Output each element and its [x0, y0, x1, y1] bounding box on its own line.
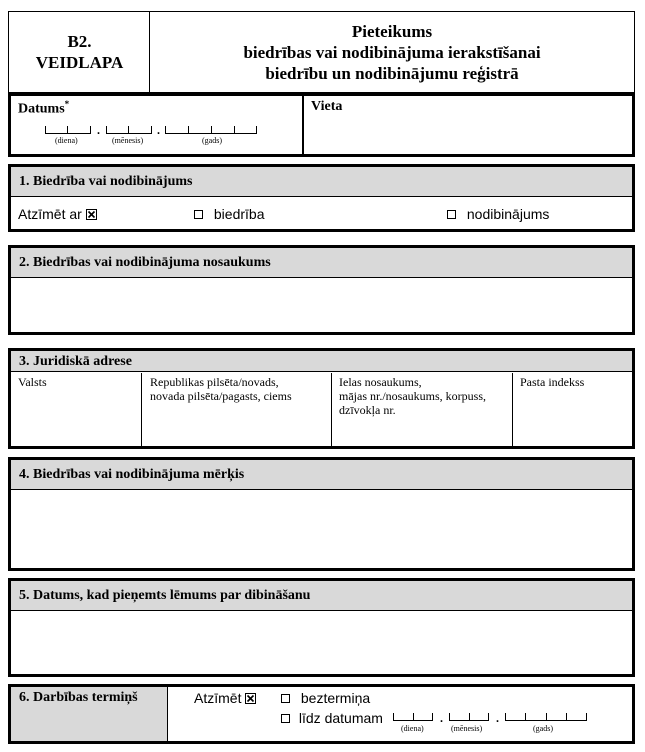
- address-col-street[interactable]: [332, 373, 513, 446]
- checkbox-lidz-datumam[interactable]: [281, 714, 290, 723]
- form-header: [8, 11, 635, 93]
- section-2-title: 2. Biedrības vai nodibinājuma nosaukums: [11, 248, 632, 278]
- option-nodibinajums[interactable]: [447, 206, 549, 222]
- section-6: [8, 684, 635, 744]
- date-entry-day[interactable]: [45, 124, 95, 136]
- section-6-title-cell: [11, 687, 168, 741]
- section-6-title: 6. Darbības termiņš: [19, 690, 138, 705]
- col-city-line1: Republikas pilsēta/novads,: [150, 375, 279, 389]
- date-label-wrap: [18, 99, 69, 118]
- option-beztermina[interactable]: [281, 690, 370, 706]
- purpose-field[interactable]: [11, 491, 632, 568]
- option-lidz-datumam-label: līdz datumam: [298, 710, 383, 726]
- term-day-caption: (diena): [401, 724, 424, 733]
- date-entry-month[interactable]: [106, 124, 156, 136]
- decision-date-field[interactable]: [11, 612, 632, 674]
- term-date-day[interactable]: [393, 711, 437, 723]
- checked-box-icon: [245, 693, 256, 704]
- date-dot-2: .: [157, 123, 160, 137]
- section-3: [8, 348, 635, 449]
- term-month-caption: (mēnesis): [451, 724, 483, 733]
- section-1-mark-label: Atzīmēt ar: [18, 206, 82, 222]
- form-code-cell: [9, 12, 150, 92]
- col-street-line3: dzīvokļa nr.: [339, 403, 396, 417]
- form-title-line3: biedrību un nodibinājumu reģistrā: [265, 64, 519, 83]
- section-6-mark: [194, 690, 256, 706]
- place-label: Vieta: [311, 99, 343, 114]
- section-4: [8, 457, 635, 571]
- date-day-caption: (diena): [55, 136, 78, 145]
- option-lidz-datumam[interactable]: [281, 710, 383, 726]
- date-asterisk: *: [64, 99, 70, 109]
- date-place-box: [8, 93, 635, 157]
- section-1-title: 1. Biedrība vai nodibinājums: [11, 167, 632, 197]
- section-3-title: 3. Juridiskā adrese: [11, 351, 632, 372]
- address-col-postcode[interactable]: [513, 373, 632, 446]
- option-biedriba[interactable]: [194, 206, 264, 222]
- date-label: Datums: [18, 101, 65, 117]
- term-date-month[interactable]: [449, 711, 493, 723]
- term-date-dot-1: .: [440, 711, 443, 725]
- term-date-dot-2: .: [496, 711, 499, 725]
- col-street-line1: Ielas nosaukums,: [339, 375, 422, 389]
- form-title-line1: Pieteikums: [351, 22, 433, 41]
- col-street-line2: mājas nr./nosaukums, korpuss,: [339, 389, 486, 403]
- name-field[interactable]: [11, 279, 632, 332]
- checkbox-biedriba[interactable]: [194, 210, 203, 219]
- section-2: [8, 245, 635, 335]
- place-field[interactable]: [307, 118, 632, 154]
- date-month-caption: (mēnesis): [112, 136, 144, 145]
- section-5-title: 5. Datums, kad pieņemts lēmums par dibināšanu: [11, 581, 632, 611]
- term-year-caption: (gads): [533, 724, 553, 733]
- section-5: [8, 578, 635, 677]
- section-6-mark-label: Atzīmēt: [194, 690, 242, 706]
- form-code-line1: B2.: [67, 32, 92, 51]
- checked-box-icon: [86, 209, 97, 220]
- section-4-title: 4. Biedrības vai nodibinājuma mērķis: [11, 460, 632, 490]
- col-city-line2: novada pilsēta/pagasts, ciems: [150, 389, 292, 403]
- col-country-label: Valsts: [18, 375, 47, 389]
- col-postcode-label: Pasta indekss: [520, 375, 585, 389]
- form-title-line2: biedrības vai nodibinājuma ierakstīšanai: [243, 43, 541, 62]
- option-nodibinajums-label: nodibinājums: [466, 206, 550, 222]
- section-1-mark: [18, 206, 97, 222]
- checkbox-beztermina[interactable]: [281, 694, 290, 703]
- term-date-year[interactable]: [505, 711, 591, 723]
- date-dot-1: .: [97, 123, 100, 137]
- form-code-line2: VEIDLAPA: [35, 53, 124, 72]
- address-col-city[interactable]: [142, 373, 332, 446]
- option-biedriba-label: biedrība: [213, 206, 265, 222]
- date-entry-year[interactable]: [165, 124, 261, 136]
- section-1: [8, 164, 635, 232]
- checkbox-nodibinajums[interactable]: [447, 210, 456, 219]
- date-cell[interactable]: [11, 96, 304, 154]
- option-beztermina-label: beztermiņa: [300, 690, 371, 706]
- address-col-country[interactable]: [11, 373, 142, 446]
- date-year-caption: (gads): [202, 136, 222, 145]
